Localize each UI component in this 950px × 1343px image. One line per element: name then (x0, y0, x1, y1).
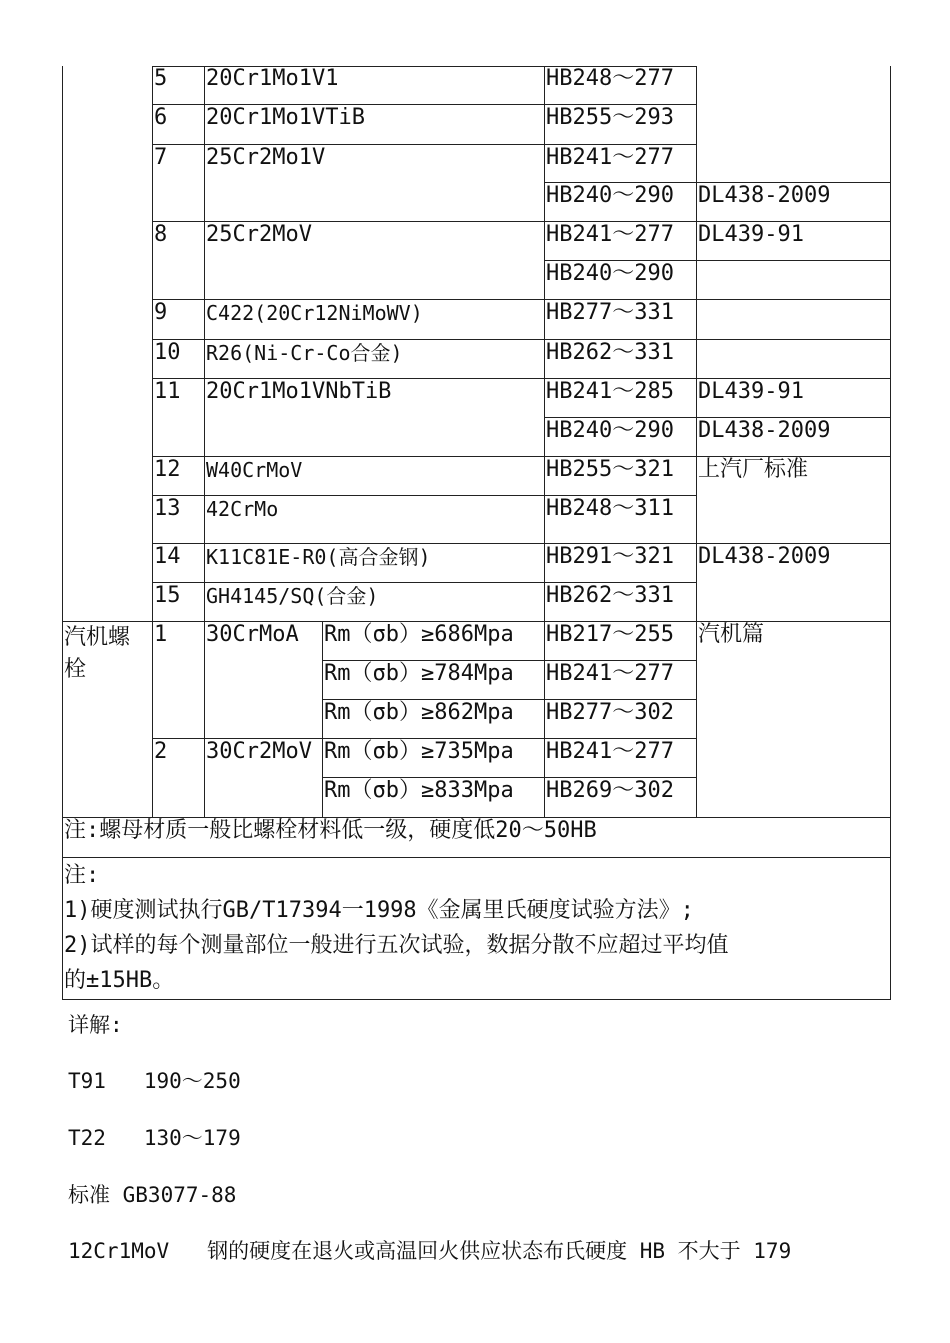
bolt-category: 汽机螺栓 (64, 625, 131, 682)
row-number: 10 (154, 340, 181, 365)
hardness-value: HB277～302 (546, 700, 674, 725)
detail-line: 12Cr1MoV 钢的硬度在退火或高温回火供应状态布氏硬度 HB 不大于 179 (68, 1239, 792, 1263)
row-number: 8 (154, 222, 168, 247)
row-number: 13 (154, 496, 181, 521)
hardness-value: HB255～321 (546, 457, 674, 482)
hardness-value: HB262～331 (546, 340, 674, 365)
material-name: 20Cr1Mo1VNbTiB (206, 379, 392, 404)
standard-ref: DL438-2009 (698, 418, 831, 443)
row-number: 2 (154, 739, 168, 764)
hardness-table (62, 0, 891, 1000)
row-number: 6 (154, 105, 168, 130)
material-name: GH4145/SQ(合金) (206, 584, 379, 608)
standard-ref: DL439-91 (698, 222, 804, 247)
note-line: 1)硬度测试执行GB/T17394一1998《金属里氏硬度试验方法》; (64, 898, 694, 923)
note-line: 2)试样的每个测量部位一般进行五次试验，数据分散不应超过平均值 (64, 933, 729, 958)
hardness-value: HB291～321 (546, 544, 674, 569)
hardness-value: HB248～277 (546, 66, 674, 91)
hardness-value: HB277～331 (546, 300, 674, 325)
material-name: 30CrMoA (206, 622, 299, 647)
strength-value: Rm（σb）≥862Mpa (324, 700, 514, 725)
material-name: 25Cr2MoV (206, 222, 312, 247)
row-number: 11 (154, 379, 181, 404)
hardness-value: HB262～331 (546, 583, 674, 608)
strength-value: Rm（σb）≥784Mpa (324, 661, 514, 686)
standard-ref: DL438-2009 (698, 183, 831, 208)
hardness-value: HB240～290 (546, 418, 674, 443)
hardness-value: HB240～290 (546, 261, 674, 286)
nut-note: 注:螺母材质一般比螺栓材料低一级，硬度低20～50HB (64, 818, 597, 843)
material-name: C422(20Cr12NiMoWV) (206, 301, 423, 325)
material-name: 42CrMo (206, 497, 279, 521)
hardness-value: HB241～277 (546, 739, 674, 764)
strength-value: Rm（σb）≥833Mpa (324, 778, 514, 803)
material-name: W40CrMoV (206, 458, 303, 482)
standard-ref: DL439-91 (698, 379, 804, 404)
detail-line: T22 130～179 (68, 1126, 241, 1150)
row-number: 14 (154, 544, 181, 569)
hardness-value: HB248～311 (546, 496, 674, 521)
note-line: 的±15HB。 (64, 968, 175, 993)
standard-ref: 汽机篇 (698, 622, 765, 647)
row-number: 9 (154, 300, 168, 325)
row-number: 5 (154, 66, 168, 91)
row-number: 7 (154, 145, 168, 170)
strength-value: Rm（σb）≥735Mpa (324, 739, 514, 764)
material-name: 20Cr1Mo1V1 (206, 66, 339, 91)
detail-line: 标准 GB3077-88 (68, 1183, 237, 1207)
hardness-value: HB241～277 (546, 661, 674, 686)
material-name: 20Cr1Mo1VTiB (206, 105, 365, 130)
material-name: 25Cr2Mo1V (206, 145, 326, 170)
detail-line: T91 190～250 (68, 1069, 241, 1093)
hardness-value: HB269～302 (546, 778, 674, 803)
hardness-value: HB241～285 (546, 379, 674, 404)
detail-heading: 详解: (68, 1013, 123, 1037)
hardness-value: HB217～255 (546, 622, 674, 647)
hardness-value: HB241～277 (546, 145, 674, 170)
test-notes (64, 858, 729, 998)
material-name: 30Cr2MoV (206, 739, 312, 764)
standard-ref: 上汽厂标准 (698, 457, 809, 482)
row-number: 15 (154, 583, 181, 608)
hardness-value: HB241～277 (546, 222, 674, 247)
row-number: 1 (154, 622, 168, 647)
strength-value: Rm（σb）≥686Mpa (324, 622, 514, 647)
material-name: R26(Ni-Cr-Co合金) (206, 341, 403, 365)
material-name: K11C81E-R0(高合金钢) (206, 545, 431, 569)
note-line: 注: (64, 863, 100, 888)
standard-ref: DL438-2009 (698, 544, 831, 569)
hardness-value: HB240～290 (546, 183, 674, 208)
row-number: 12 (154, 457, 181, 482)
hardness-value: HB255～293 (546, 105, 674, 130)
